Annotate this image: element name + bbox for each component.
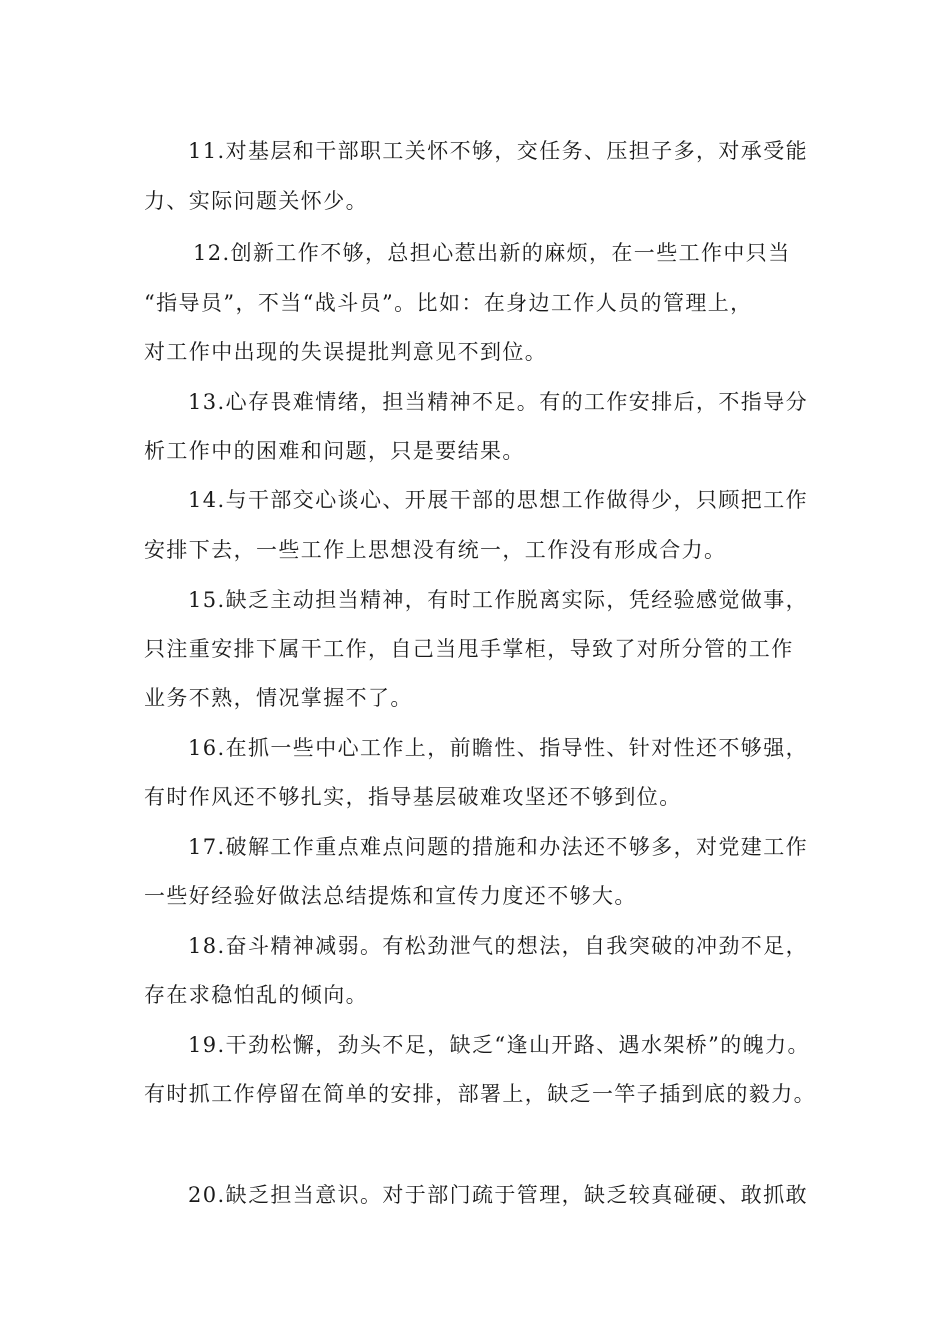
item-number: 18. [188,934,226,958]
paragraph-line: 只注重安排下属干工作，自己当甩手掌柜，导致了对所分管的工作 [144,637,794,661]
item-number: 11. [188,139,226,163]
paragraph-line: 力、实际问题关怀少。 [144,189,368,213]
paragraph-line [188,933,808,959]
item-text: 对基层和干部职工关怀不够，交任务、压担子多，对承受能 [225,139,809,163]
paragraph-line: 对工作中出现的失误提批判意见不到位。 [144,340,548,364]
item-number: 17. [188,835,226,859]
paragraph-line: 有时作风还不够扎实，指导基层破难攻坚还不够到位。 [144,785,682,809]
item-number: 19. [188,1033,226,1057]
paragraph-line [188,138,808,164]
paragraph-line [188,735,808,761]
item-text: 创新工作不够，总担心惹出新的麻烦，在一些工作中只当 [230,241,791,265]
item-text: 缺乏担当意识。对于部门疏于管理，缺乏较真碰硬、敢抓敢 [225,1183,809,1207]
item-text: 缺乏主动担当精神，有时工作脱离实际，凭经验感觉做事， [225,588,809,612]
paragraph-line: 业务不熟，情况掌握不了。 [144,686,413,710]
paragraph-line [188,587,808,613]
item-text: 破解工作重点难点问题的措施和办法还不够多，对党建工作 [225,835,809,859]
item-number: 14. [188,488,226,512]
paragraph-line: 安排下去，一些工作上思想没有统一，工作没有形成合力。 [144,538,727,562]
paragraph-line [193,240,791,266]
item-number: 20. [188,1183,226,1207]
item-number: 12. [193,241,231,265]
item-number: 15. [188,588,226,612]
paragraph-line [188,1032,810,1058]
paragraph-line [188,834,808,860]
paragraph-line: 析工作中的困难和问题，只是要结果。 [144,439,525,463]
paragraph-line [188,487,808,513]
paragraph-line [188,389,808,415]
item-number: 16. [188,736,226,760]
item-text: 在抓一些中心工作上，前瞻性、指导性、针对性还不够强， [225,736,809,760]
item-number: 13. [188,390,226,414]
paragraph-line: 有时抓工作停留在简单的安排，部署上，缺乏一竿子插到底的毅力。 [144,1082,816,1106]
item-text: 心存畏难情绪，担当精神不足。有的工作安排后，不指导分 [225,390,809,414]
paragraph-line: “指导员”，不当“战斗员”。比如：在身边工作人员的管理上， [144,291,753,315]
item-text: 奋斗精神减弱。有松劲泄气的想法，自我突破的冲劲不足， [225,934,809,958]
item-text: 与干部交心谈心、开展干部的思想工作做得少，只顾把工作 [225,488,809,512]
paragraph-line: 存在求稳怕乱的倾向。 [144,983,368,1007]
paragraph-line: 一些好经验好做法总结提炼和宣传力度还不够大。 [144,884,637,908]
paragraph-line [188,1182,808,1208]
item-text: 干劲松懈，劲头不足，缺乏“逢山开路、遇水架桥”的魄力。 [225,1033,810,1057]
